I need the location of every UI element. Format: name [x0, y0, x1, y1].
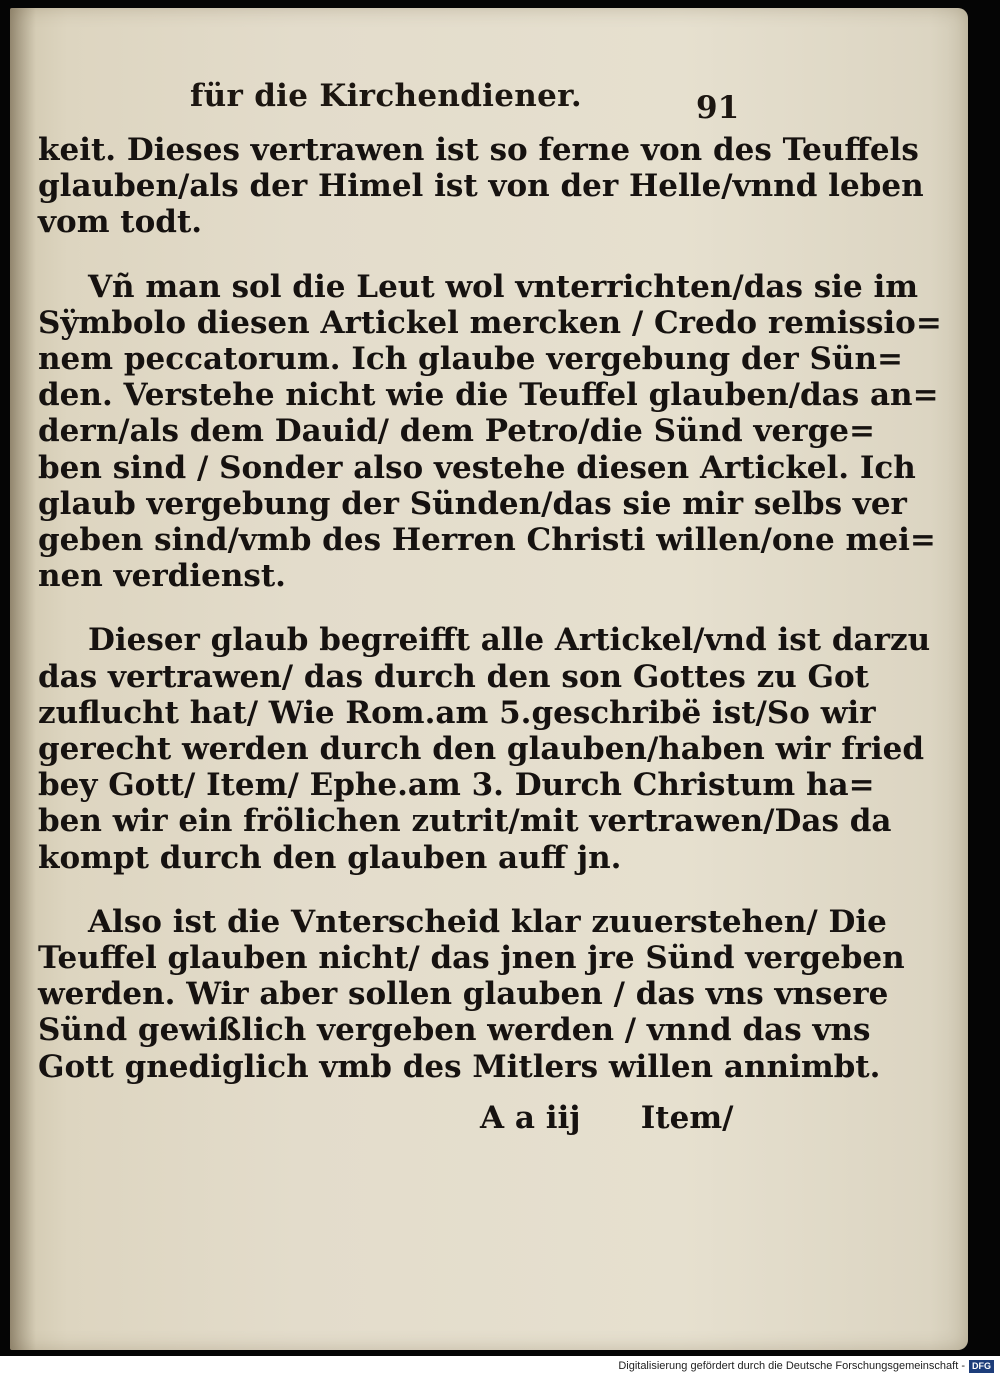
- paragraph-4: [38, 903, 905, 1085]
- text-line: Teuffel glauben nicht/ das jnen jre Sünd vergeben: [38, 940, 905, 977]
- text-line: dern/als dem Dauid/ dem Petro/die Sünd verge=: [38, 413, 875, 450]
- text-line: zuflucht hat/ Wie Rom.am 5.geschribë ist/So wir: [38, 694, 876, 731]
- text-line: nem peccatorum. Ich glaube vergebung der Sün=: [38, 341, 903, 378]
- text-line: bey Gott/ Item/ Ephe.am 3. Durch Christum ha=: [38, 767, 875, 804]
- paragraph-2: [38, 268, 942, 595]
- text-line: den. Verstehe nicht wie die Teuffel glauben/das an=: [38, 377, 939, 414]
- text-line: Dieser glaub begreifft alle Artickel/vnd ist darzu: [88, 622, 931, 659]
- page-gutter-shadow: [10, 8, 36, 1350]
- text-line: nen verdienst.: [38, 558, 286, 595]
- paragraph-1: [38, 132, 924, 241]
- text-line: kompt durch den glauben auff jn.: [38, 839, 622, 876]
- text-line: Also ist die Vnterscheid klar zuuerstehen/ Die: [88, 903, 887, 940]
- text-line: vom todt.: [38, 204, 203, 241]
- signature-mark: A a iij: [480, 1100, 581, 1136]
- text-line: werden. Wir aber sollen glauben / das vns vnsere: [38, 976, 889, 1013]
- catchline: [480, 1100, 734, 1136]
- body-text: [38, 132, 942, 1085]
- text-line: ben wir ein frölichen zutrit/mit vertrawen/Das da: [38, 803, 892, 840]
- text-line: Gott gnediglich vmb des Mitlers willen annimbt.: [38, 1048, 881, 1085]
- paragraph-3: [38, 622, 931, 876]
- digitization-footer: [0, 1356, 1000, 1376]
- running-title: für die Kirchendiener.: [190, 78, 583, 114]
- dfg-logo: DFG: [969, 1360, 994, 1373]
- text-line: geben sind/vmb des Herren Christi willen/one mei=: [38, 522, 936, 559]
- text-line: keit. Dieses vertrawen ist so ferne von des Teuffels: [38, 132, 919, 168]
- text-line: Sÿmbolo diesen Artickel mercken / Credo remissio=: [38, 304, 942, 341]
- text-line: Vñ man sol die Leut wol vnterrichten/das sie im: [88, 268, 919, 305]
- text-line: das vertrawen/ das durch den son Gottes zu Got: [38, 658, 869, 695]
- page-number: 91: [696, 90, 740, 126]
- text-line: gerecht werden durch den glauben/haben wir fried: [38, 731, 925, 768]
- text-line: Sünd gewißlich vergeben werden / vnnd das vns: [38, 1012, 871, 1049]
- catchword: Item/: [640, 1100, 734, 1136]
- funding-credit: Digitalisierung gefördert durch die Deutsche Forschungsgemeinschaft -: [618, 1360, 965, 1372]
- text-line: ben sind / Sonder also vestehe diesen Artickel. Ich: [38, 449, 916, 486]
- text-line: glauben/als der Himel ist von der Helle/vnnd leben: [38, 168, 924, 205]
- text-line: glaub vergebung der Sünden/das sie mir selbs ver: [38, 485, 907, 522]
